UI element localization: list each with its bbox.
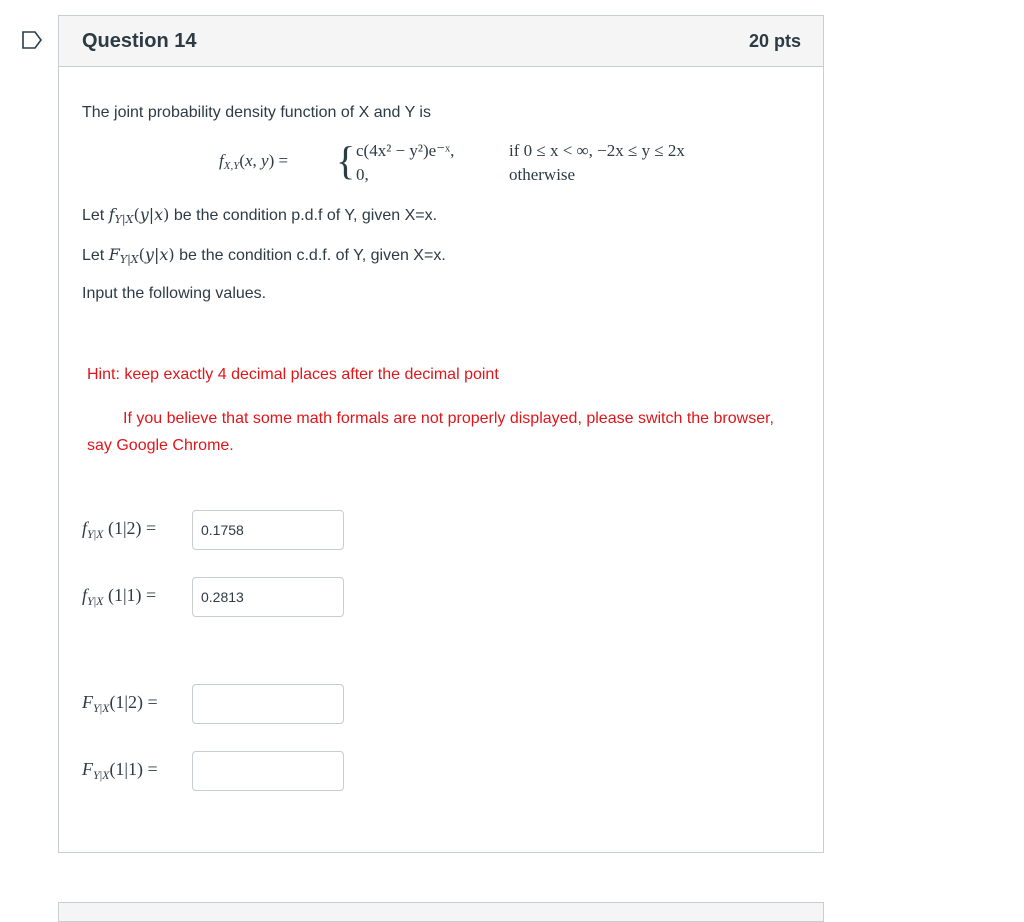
cdf-symbol: $F_{Y|X}(y|x)$ [108,245,175,266]
bookmark-flag-icon[interactable] [22,31,42,49]
question-points: 20 pts [748,30,801,51]
answer-input-f-1-1[interactable] [192,577,344,617]
answer-label-F-1-2: $F_{Y|X}(1|2)$ = [82,692,158,715]
answer-label-f-1-2: $f_{Y|X}$ (1|2) = [82,518,157,541]
equation-case2-cond: otherwise [509,165,576,184]
instruction-text: Input the following values. [82,285,267,302]
cdf-line-suffix: be the condition c.d.f. of Y, given X=x. [179,247,446,264]
pdf-symbol: $f_{Y|X}(y|x)$ [108,205,170,226]
answer-row-2 [82,577,344,617]
answer-row-4 [82,751,344,791]
equation-case1-cond: if 0 ≤ x < ∞, −2x ≤ y ≤ 2x [509,141,685,160]
intro-text: The joint probability density function of X and Y is [82,104,431,121]
answer-row-1 [82,510,344,550]
next-question-card [58,902,824,922]
equation-brace: { [336,138,356,183]
equation-case1-expr: c(4x² − y²)e⁻ˣ, [356,141,455,160]
question-title: Question 14 [82,29,197,52]
answer-label-F-1-1: $F_{Y|X}(1|1)$ = [82,759,158,782]
answer-row-3 [82,684,344,724]
pdf-line-suffix: be the condition p.d.f of Y, given X=x. [173,207,438,224]
answer-label-f-1-1: $f_{Y|X}$ (1|1) = [82,585,157,608]
answer-input-F-1-1[interactable] [192,751,344,791]
pdf-definition-line [82,205,437,226]
answer-input-f-1-2[interactable] [192,510,344,550]
cdf-definition-line [82,245,446,266]
answer-input-F-1-2[interactable] [192,684,344,724]
equation-lhs: $f_{X,Y}(x$, y) = [219,151,289,172]
cdf-line-prefix: Let [82,247,105,264]
question-header [59,16,823,67]
browser-note-text: If you believe that some math formals are not properly displayed, please switch the browser, say Google Chrome. [87,410,774,454]
question-card [58,15,824,853]
hint-text: Hint: keep exactly 4 decimal places after the decimal point [87,366,499,383]
equation-case2-expr: 0, [356,165,369,184]
pdf-line-prefix: Let [82,207,105,224]
